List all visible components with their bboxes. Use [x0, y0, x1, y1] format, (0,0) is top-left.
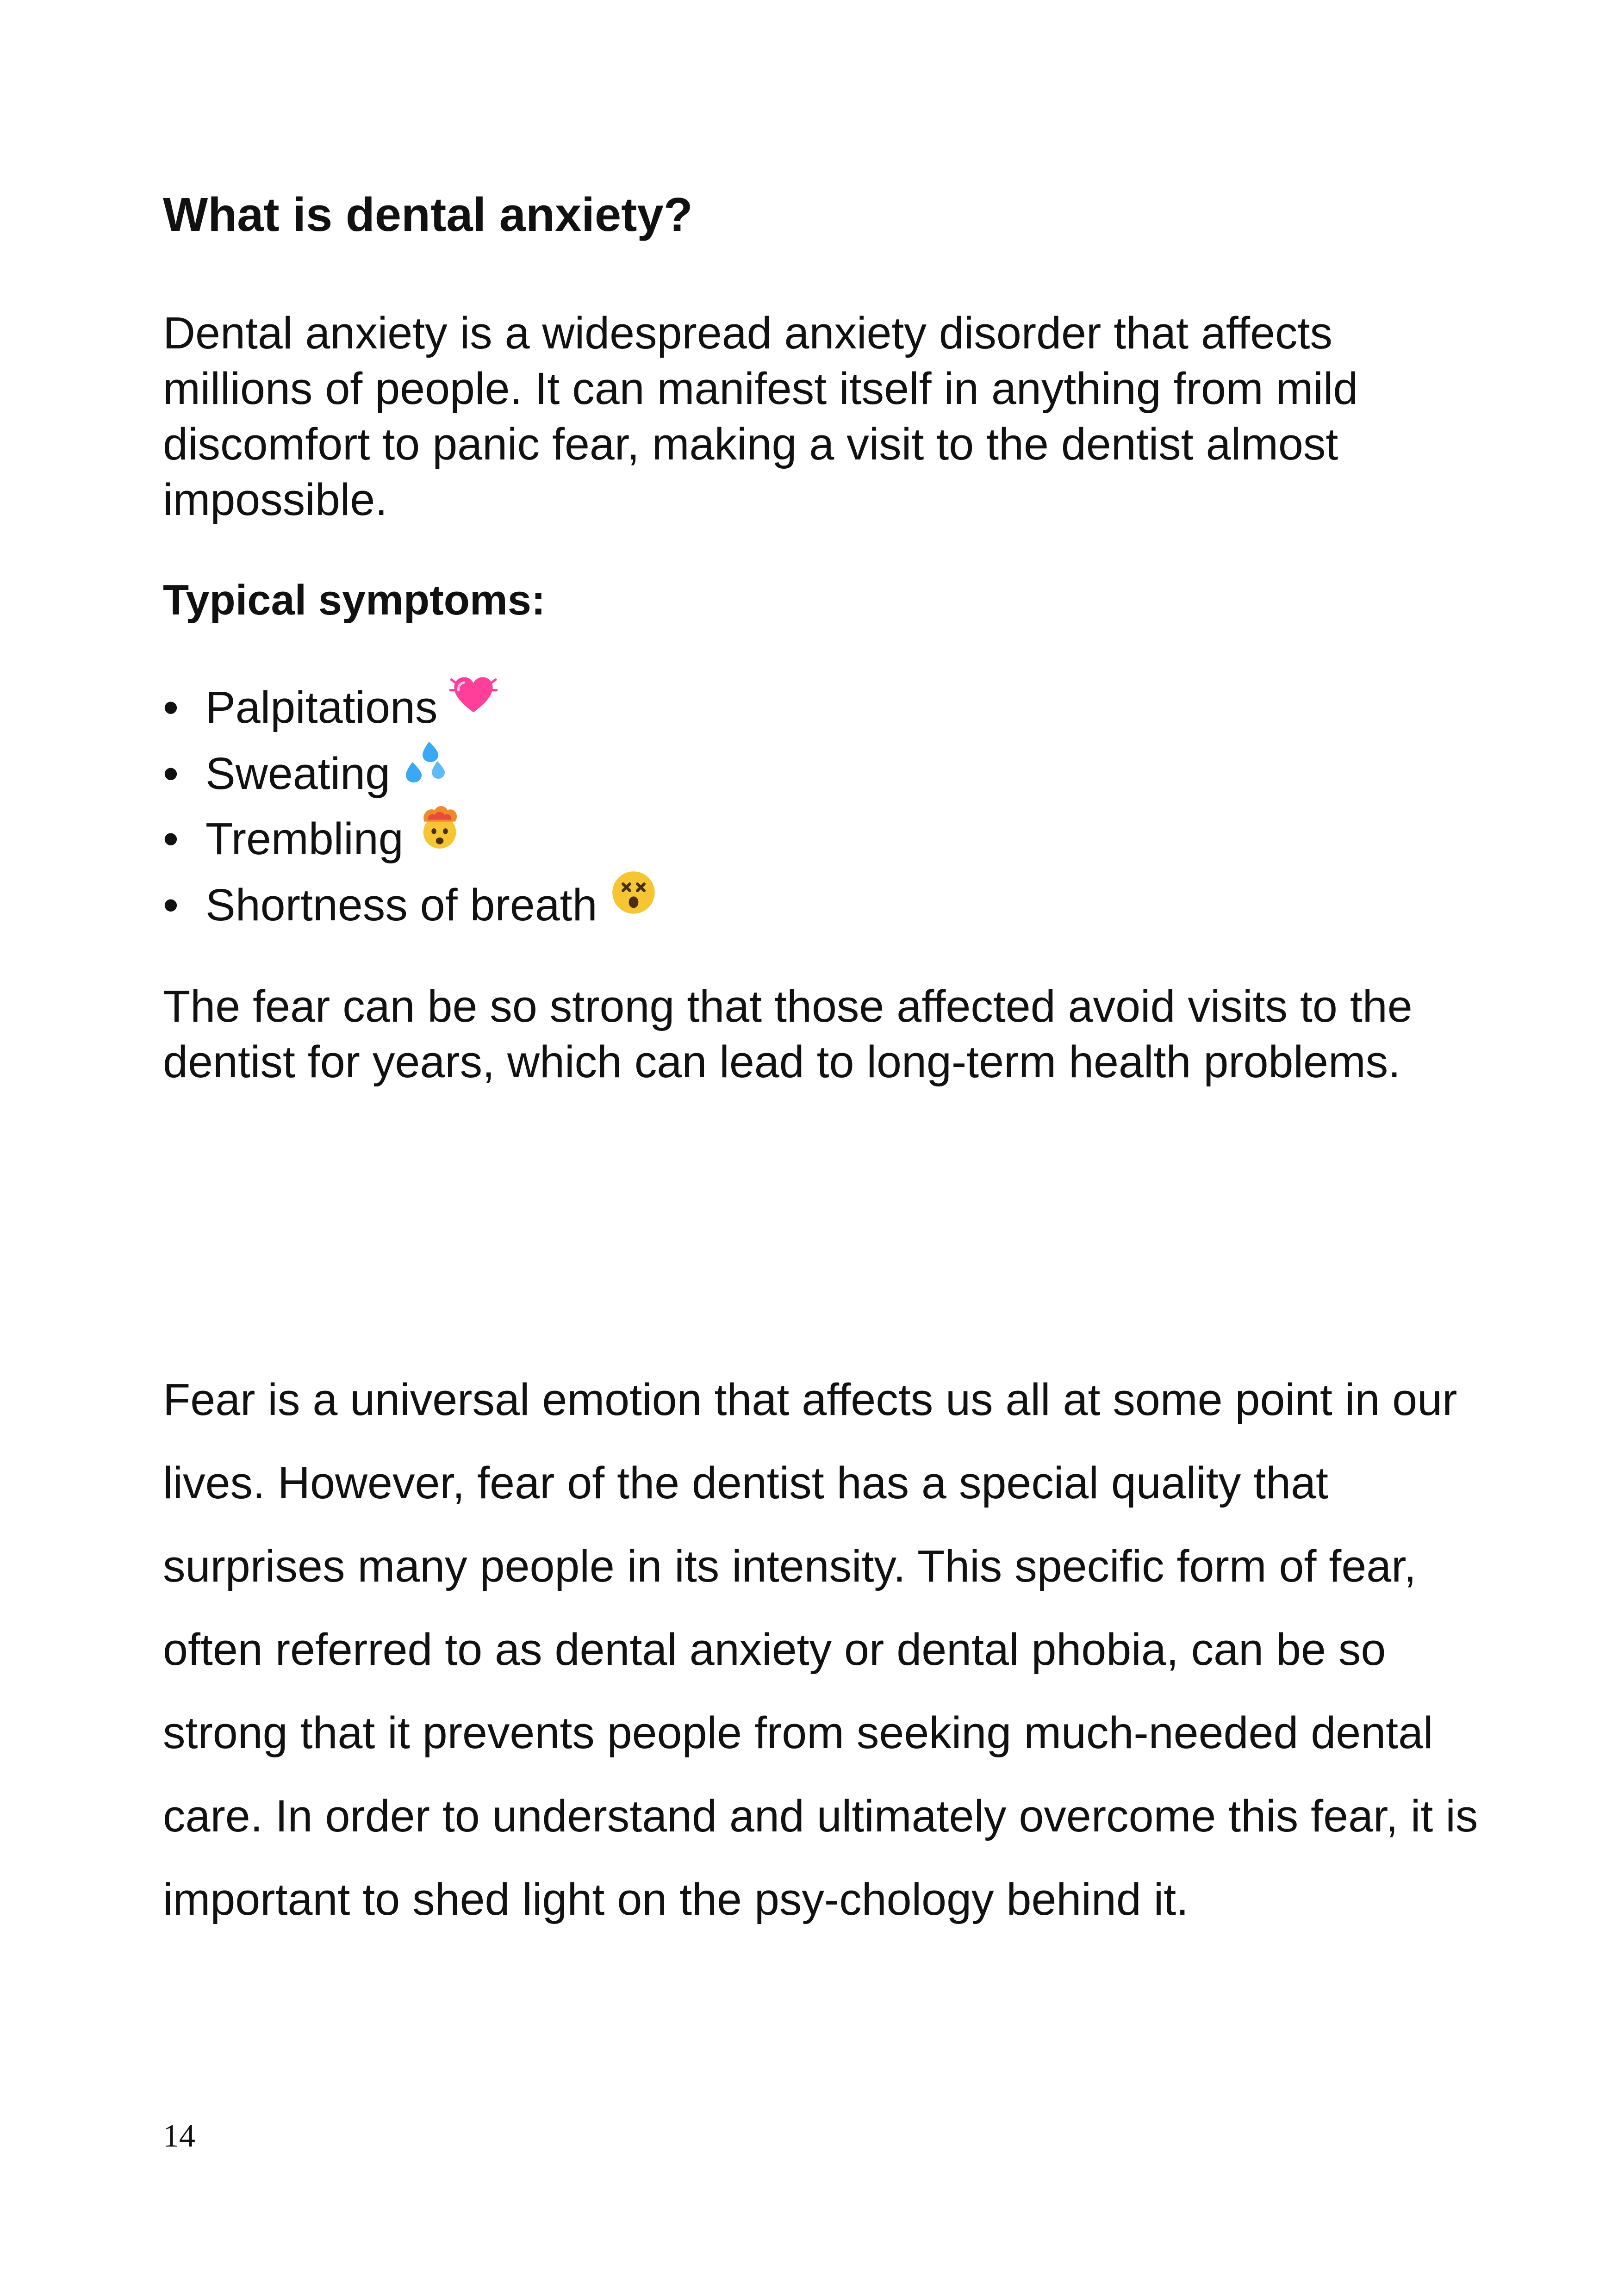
- page-number: 14: [163, 2118, 195, 2154]
- closing-paragraph: The fear can be so strong that those affected avoid visits to the dentist for years, which can lead to long-term health problems.: [163, 981, 1413, 1087]
- symptoms-list: [163, 676, 658, 940]
- symptom-item-trembling: [163, 808, 658, 874]
- sweat-droplets-icon: [402, 738, 448, 800]
- dizzy-face-icon: [610, 869, 658, 932]
- symptom-label: Sweating: [205, 748, 391, 799]
- symptom-label: Shortness of breath: [205, 879, 597, 930]
- symptoms-heading: Typical symptoms:: [163, 577, 546, 624]
- bullet: •: [163, 879, 179, 930]
- symptom-label: Palpitations: [205, 682, 438, 732]
- beating-heart-icon: [449, 671, 498, 734]
- bullet: •: [163, 682, 179, 732]
- symptom-item-sweating: [163, 743, 658, 808]
- intro-paragraph: Dental anxiety is a widespread anxiety disorder that affects millions of people. It can manifest itself in anything from mild discomfort to panic fear, making a visit to the dentist almost impossible.: [163, 308, 1358, 525]
- bullet: •: [163, 813, 179, 864]
- page-title: What is dental anxiety?: [163, 188, 693, 241]
- symptom-label: Trembling: [205, 813, 404, 864]
- symptom-item-shortness-of-breath: [163, 874, 658, 940]
- exploding-head-icon: [416, 802, 464, 866]
- bullet: •: [163, 748, 179, 799]
- essay-paragraph: Fear is a universal emotion that affects us all at some point in our lives. However, fear of the dentist has a special quality that surprises many people in its intensity. This specific form of fear, often referred to as dental anxiety or dental phobia, can be so strong that it prevents people from seeking much-needed dental care. In order to understand and ultimately overcome this fear, it is important to shed light on the psy-chology behind it.: [163, 1374, 1478, 1924]
- symptom-item-palpitations: [163, 676, 658, 743]
